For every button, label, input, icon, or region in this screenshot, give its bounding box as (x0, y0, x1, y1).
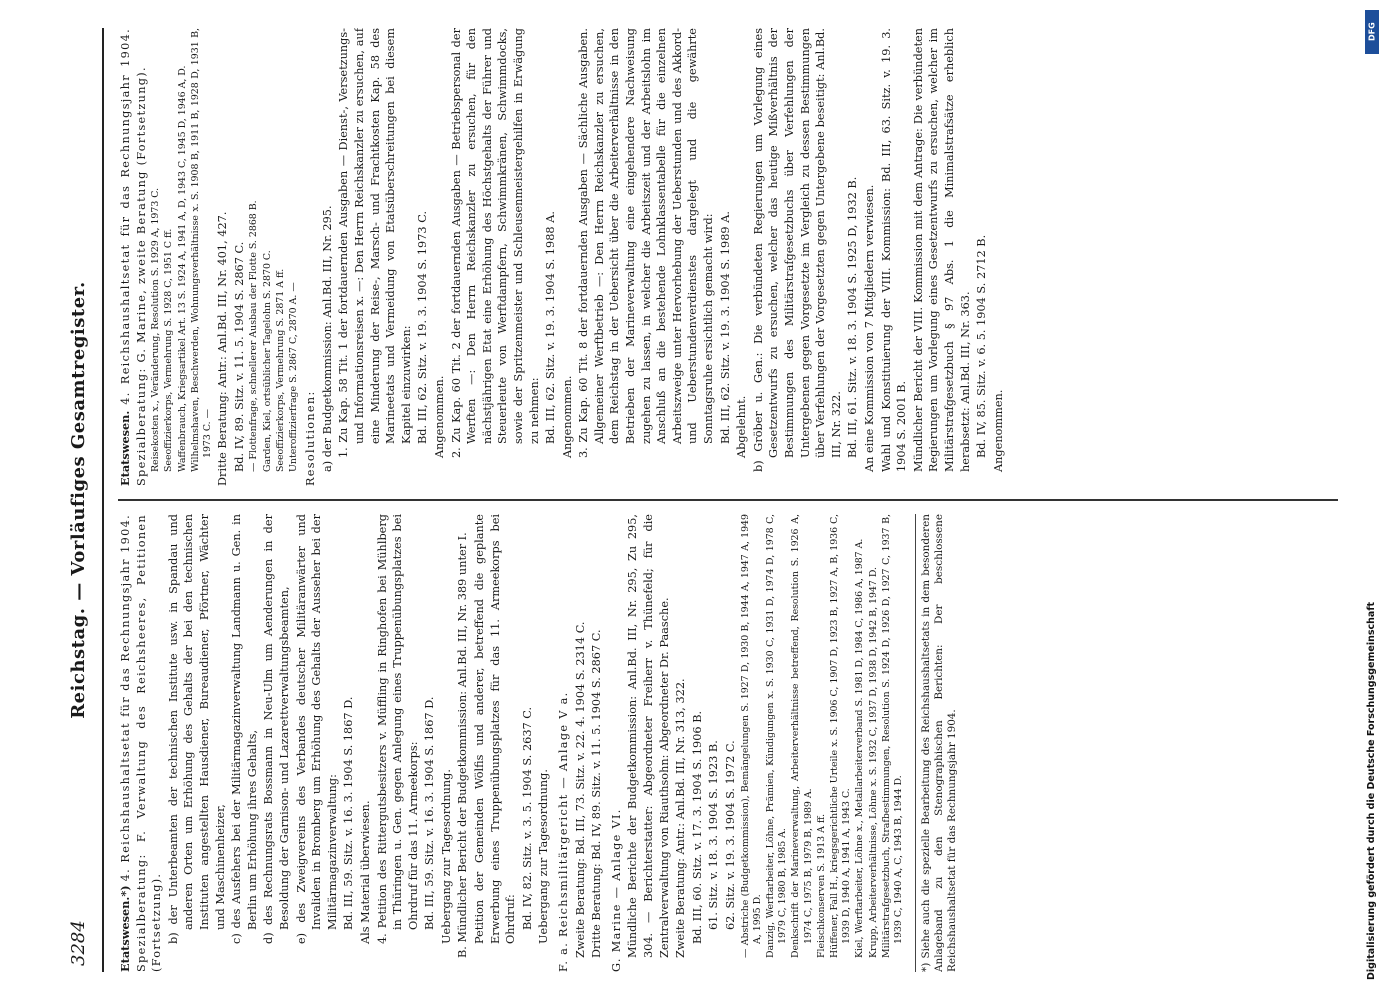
resolution-a1: 1. Zu Kap. 58 Tit. 1 der fortdauernden Ausgaben — Dienst-, Versetzungs- und Informationsreisen x. —: Den Herrn Reichskanzler zu ersuchen, auf eine Minderung der Reise-, Marsch- und Frachtkosten Kap. 58 des Marineetats und Vermeidung von Etatsüberschreitungen bei diesem Kapitel einzuwirken: (337, 28, 413, 458)
page-header (58, 28, 104, 972)
section-g: G. Marine — Anlage VI. (609, 808, 623, 972)
resolution-a: a) der Budgetkommission: Anl.Bd. III, Nr. 295. (320, 205, 334, 472)
third-reading: Dritte Beratung: Antr.: Anl.Bd. III, Nr. 401, 427. (216, 211, 230, 486)
reference: 62. Sitz. v. 19. 3. 1904 S. 1972 C. (723, 740, 737, 930)
right-column (118, 28, 1338, 486)
petition-d: d) des Rechnungsrats Bossmann in Neu-Ulm um Aenderungen in der Besoldung der Garnison- und Lazarettverwaltungsbeamten, (262, 514, 291, 944)
reference: Bd. IV, 89. Sitz. v. 11. 5. 1904 S. 2867 C. (232, 241, 246, 472)
reference: Bd. IV, 85. Sitz. v. 6. 5. 1904 S. 2712 B. (975, 234, 989, 458)
committee-reports: Mündliche Berichte der Budgetkommission: Anl.Bd. III, Nr. 295, Zu 295, 304. — Berichterstatter: Abgeordneter Freiherr v. Thünefeld; für die Zentralverwaltung von Riauthsohn: Abgeordneter Dr. Paasche. (626, 514, 671, 958)
subject-entry: Militärstrafgesetzbuch, Strafbestimmungen, Resolution S. 1924 D, 1926 D, 1927 C, 1937 B, 1939 C, 1940 A, C, 1943 B, 1944 D. (880, 514, 904, 958)
petition-c: c) des Ausfehers bei der Militärmagazinverwaltung Landmann u. Gen. in Berlin um Erhöhung ihres Gehalts, (230, 514, 259, 944)
reference: Bd. III, 61. Sitz. v. 18. 3. 1904 S. 1925 D, 1932 B. (846, 176, 860, 458)
subject-entry: Garden, Kiel, ortsüblicher Tagelohn S. 2870 C. (261, 250, 273, 472)
subject-entry: Wilhelmshaven, Beschwerden, Wohnungsverhältnisse x. S. 1908 B, 1911 B, 1928 D, 1931 B, 1973 C. — (189, 28, 213, 472)
third-reading: Dritte Beratung: Bd. IV, 89. Sitz. v. 11. 5. 1904 S. 2867 C. (590, 629, 604, 958)
digitization-credit: Digitalisierung gefördert durch die Deutsche Forschungsgemeinschaft (1366, 602, 1377, 980)
outcome: Angenommen. (432, 375, 446, 458)
reference: Bd. III, 62. Sitz. v. 19. 3. 1904 S. 1988 A. (544, 211, 558, 444)
commission-election: Wahl und Konstituierung der VIII. Kommission: Bd. III, 63. Sitz. v. 19. 3. 1904 S. 2001 B. (879, 28, 909, 472)
subject-entry: Seeoffizierkorps, Vermehrung S. 1928 C, 1951 C ff. (163, 228, 175, 472)
report-b: B. Mündlicher Bericht der Budgetkommission: Anl.Bd. III, Nr. 389 unter I. (456, 532, 470, 958)
subject-entry: Krupp, Arbeiterverhältnisse, Löhne x. S. 1932 C, 1937 D, 1938 D, 1942 B, 1947 D. (867, 566, 879, 958)
petition-b: b) der Unterbeamten der technischen Institute usw. in Spandau und anderen Orten um Erhöhung des Gehalts der bei den technischen Instituten angestellten Hausdiener, Bureaudiener, Pförtner, Wächter und Maschinenheizer, (166, 514, 227, 944)
running-title: Reichstag. — Vorläufiges Gesamtregister. (68, 281, 89, 719)
section-fa: F. a. Reichsmilitärgericht — Anlage V a. (557, 691, 571, 972)
subject-entry: Denkschrift der Marineverwaltung, Arbeiterverhältnisse betreffend, Resolution S. 1926 A, 1974 C, 1975 B, 1979 B, 1989 A. (790, 514, 814, 958)
commission-report: Mündlicher Bericht der VIII. Kommission mit dem Antrage: Die verbündeten Regierungen um Vorlegung eines Gesetzentwurfs zu ersuchen, welcher im Militärstrafgesetzbuch § 97 Abs. 1 die Minimalstrafsätze erheblich herabsetzt: Anl.Bd. III, Nr. 363. (911, 28, 972, 472)
subject-entry: Kiel, Werftarbeiter, Löhne x., Metallarbeiterverband S. 1981 D, 1984 C, 1986 A, 1987 A. (854, 538, 866, 958)
outcome: Abgelehnt. (735, 395, 749, 458)
reference: Bd. III, 60. Sitz. v. 17. 3. 1904 S. 1906 B. (690, 710, 704, 944)
left-column (118, 514, 1338, 972)
subject-entry: Hüffener, Fall H., kriegsgerichtliche Urteile x. S. 1906 C, 1907 D, 1923 B, 1927 A, B, 1936 C, 1939 D, 1940 A, 1941 A, 1943 C. (828, 514, 853, 958)
entry-etat-1904: 4. Reichshaushaltsetat für das Rechnungsjahr 1904. Spezialberatung: G. Marine, zweite Beratung (Fortsetzung). (119, 28, 148, 486)
reference: Bd. III, 62. Sitz. v. 19. 3. 1904 S. 1989 A. (718, 211, 732, 444)
petition-woelfis: Petition der Gemeinden Wölfis und anderer, betreffend die geplante Erwerbung eines Truppenübungsplatzes für das 11. Armeekorps bei Ohrdruf: (473, 514, 518, 944)
second-reading: Zweite Beratung: Bd. III, 73. Sitz. v. 22. 4. 1904 S. 2314 C. (573, 621, 587, 958)
subject-entry: Reisekosten x., Veränderung, Resolution S. 1929 A, 1973 C. (150, 187, 162, 472)
reference: Bd. III, 59. Sitz. v. 16. 3. 1904 S. 1867 D. (423, 696, 437, 930)
subject-entry: Unteroffizierfrage S. 2867 C, 2870 A. — (288, 282, 299, 472)
two-column-content (118, 28, 1338, 972)
section-heading-left: Etatswesen.*) (118, 885, 132, 972)
outcome: Uebergang zur Tagesordnung. (537, 769, 551, 944)
outcome: Angenommen. (991, 389, 1005, 472)
resolution-a2: 2. Zu Kap. 60 Tit. 2 der fortdauernden Ausgaben — Betriebspersonal der Werften —: Den Herrn Reichskanzler zu ersuchen, für den nächstjährigen Etat eine Erhöhung des Höchstgehalts der Führer und Steuerleute von Werftdampfern, Schwimmkränen, Schwimmdocks, sowie der Spritzenmeister und Schleusenmeistergehilfen in Erwägung zu nehmen: (449, 28, 541, 458)
second-reading: Zweite Beratung: Antr.: Anl.Bd. III, Nr. 313, 322. (674, 678, 688, 958)
resolution-a3: 3. Zu Kap. 60 Tit. 8 der fortdauernden Ausgaben — Sächliche Ausgaben. Allgemeiner Werftbetrieb —: Den Herrn Reichskanzler zu ersuchen, dem Reichstag in der Uebersicht über die Arbeiterverhältnisse in den Betrieben der Marineverwaltung eine eingehendere Nachweisung zugehen zu lassen, in welcher die Arbeitszeit und der Arbeitslohn im Anschluß an die bestehende Lohnklassentabelle für die einzelnen Arbeitszweige unter Hervorhebung der Ueberstunden und des Akkord- und Ueberstundenverdienstes dargelegt und die gewährte Sonntagsruhe ersichtlich gemacht wird: (577, 28, 716, 458)
reference: Bd. IV, 82. Sitz. v. 3. 5. 1904 S. 2637 C. (520, 706, 534, 930)
subject-entry: Seeoffizierkorps, Vermehrung S. 2871 A ff. (274, 268, 286, 472)
subject-entry: Danzig, Werftarbeiter, Löhne, Prämien, Kündigungen x. S. 1930 C, 1931 D, 1974 D, 1978 C, 1979 C, 1980 B, 1985 A. (764, 514, 789, 958)
page-body (58, 28, 1358, 972)
subject-entry: — Flottenfrage, schnellerer Ausbau der Flotte S. 2868 B. (248, 200, 260, 472)
outcome: Uebergang zur Tagesordnung. (439, 769, 453, 944)
subject-entry: — Abstriche (Budgetkommission), Bemängelungen S. 1927 D, 1930 B, 1944 A, 1947 A, 1949 A, 1995 D. (739, 514, 763, 958)
page-number: 3284 (68, 920, 89, 966)
outcome: Angenommen. (560, 375, 574, 458)
resolutions-heading: Resolutionen: (304, 390, 318, 486)
resolution-b: b) Gröber u. Gen.: Die verbündeten Regierungen um Vorlegung eines Gesetzentwurfs zu ersuchen, welcher das heutige Mißverhältnis der Bestimmungen des Militärstrafgesetzbuchs über Verfehlungen der Untergebenen gegen Vorgesetzte im Vergleich zu dessen Bestimmungen über Verfehlungen der Vorgesetzten gegen Untergebene beseitigt: Anl.Bd. III, Nr. 322. (751, 28, 843, 472)
column-divider (118, 499, 1338, 501)
dfg-logo-icon: DFG (1365, 10, 1379, 54)
footnote: *) Siehe auch die spezielle Bearbeitung des Reichshaushaltsetats in dem besonderen Anlageband zu den Stenographischen Berichten: Der beschlossene Reichshaushaltsetat für das Rechnungsjahr 1904. (915, 514, 959, 972)
reference: Bd. III, 59. Sitz. v. 16. 3. 1904 S. 1867 D. (342, 696, 356, 930)
entry-etat-1904: 4. Reichshaushaltsetat für das Rechnungsjahr 1904. Spezialberatung: F. Verwaltung des Reichsheeres, Petitionen (Fortsetzung). (119, 514, 164, 972)
reference: 61. Sitz. v. 18. 3. 1904 S. 1923 B. (707, 740, 721, 930)
outcome: An eine Kommission von 7 Mitgliedern verwiesen. (862, 184, 876, 472)
outcome: Als Material überwiesen. (358, 800, 372, 944)
section-heading-right: Etatswesen. (118, 410, 132, 486)
petition-e: e) des Zweigvereins des Verbandes deutscher Militäranwärter und Invaliden in Bromberg um Erhöhung des Gehalts der Ausseher bei der Militärmagazinverwaltung: (294, 514, 339, 944)
subject-entry: Fleischkonserven S. 1913 A ff. (815, 813, 827, 958)
petition-4: 4. Petition des Rittergutsbesitzers v. Müffling in Ringhofen bei Mühlberg in Thüringen u. Gen. gegen Anlegung eines Truppenübungsplatzes bei Ohrdruf für das 11. Armeekorps: (375, 514, 420, 944)
reference: Bd. III, 62. Sitz. v. 19. 3. 1904 S. 1973 C. (416, 210, 430, 444)
subject-entry: Waffenbrauch, Kriegsartikel Art. 13 S. 1924 A, 1941 A, D, 1943 C, 1945 D, 1946 A, D. (176, 65, 188, 472)
